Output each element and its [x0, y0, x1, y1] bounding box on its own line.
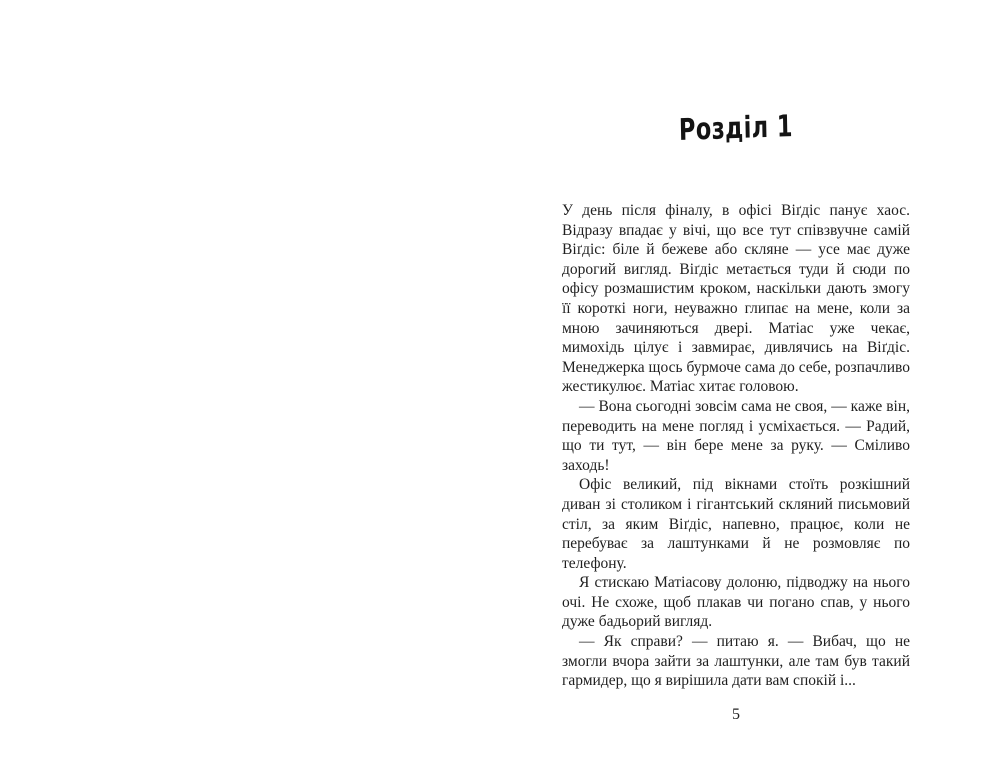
paragraph-4: Я стискаю Матіасову долоню, підводжу на нього очі. Не схоже, щоб плакав чи погано спав, у нього дуже бадьорий вигляд. [562, 574, 910, 631]
page-number: 5 [732, 706, 740, 723]
paragraph-3: Офіс великий, під вікнами стоїть розкішний диван зі столиком і гігантський скляний письмовий стіл, за яким Віґдіс, напевно, працює, коли не перебуває за лаштунками й не розмовляє по телефону. [562, 476, 910, 572]
chapter-title [562, 110, 910, 148]
paragraph-5-dialogue: — Як справи? — питаю я. — Вибач, що не змогли вчора зайти за лаштунки, але там був такий гармидер, що я вирішила дати вам спокій і... [562, 633, 910, 690]
paragraph-1: У день після фіналу, в офісі Віґдіс панує хаос. Відразу впадає у вічі, що все тут співзвучне самій Віґдіс: біле й бежеве або скляне — усе має дуже дорогий вигляд. Віґдіс метається туди й сюди по офісу розмашистим кроком, наскільки дають змогу її короткі ноги, неуважно глипає на мене, коли за мною зачиняються двері. Матіас уже чекає, мимохідь цілує і завмирає, дивлячись на Віґдіс. Менеджерка щось бурмоче сама до себе, розпачливо жестикулює. Матіас хитає головою. [562, 202, 910, 396]
text-column [562, 0, 910, 762]
paragraph-2-dialogue: — Вона сьогодні зовсім сама не своя, — каже він, переводить на мене погляд і усміхається. — Радий, що ти тут, — він бере мене за руку. — Сміливо заходь! [562, 397, 910, 474]
chapter-body [562, 201, 910, 691]
chapter-title-text: Розділ 1 [678, 109, 794, 148]
